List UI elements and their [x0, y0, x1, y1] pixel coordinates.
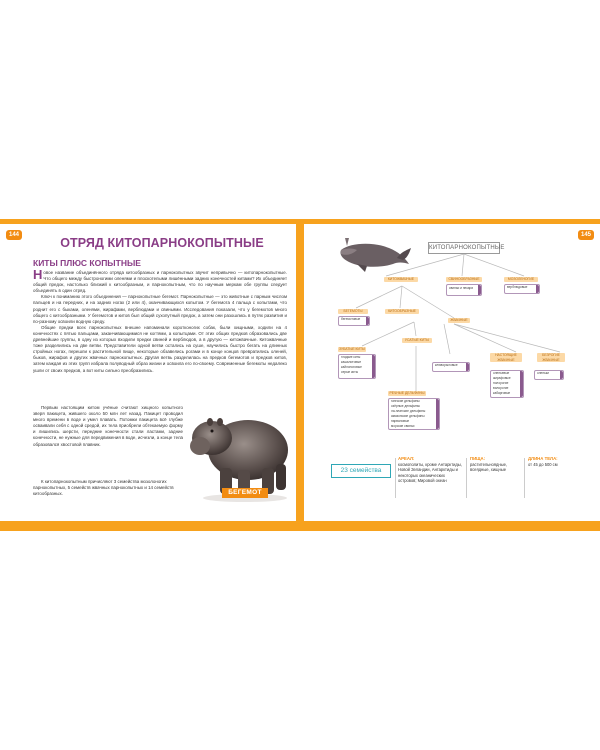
box-begemoty: [338, 316, 370, 326]
list-item: гангские дельфины: [391, 399, 420, 403]
box-zubatye-kity: [338, 354, 376, 379]
box-accent: [436, 399, 439, 429]
node-kitozhvachnye: КИТОЖВАЧНЫЕ: [384, 277, 418, 282]
node-kitoobraznye: КИТООБРАЗНЫЕ: [385, 309, 419, 314]
box-accent: [478, 285, 481, 295]
paragraph-4: Первым настоящим китом учёные считают хищного копытного зверя пакицета, жившего около 50 млн лет назад. Пакицет проводил много времени в воде и умел плавать. Потомки пакицета всё глубже осваивали себя с одной средой, их тела приобрели обтекаемую форму и лишились шерсти, передние конечности стали ластами, задние конечности, не нужные для передвижения в воде, исчезли, а конце тела образовался хвостовой плавник.: [33, 405, 183, 447]
length-text: от 45 до 500 см: [528, 461, 558, 467]
list-item: морские свиньи: [391, 424, 415, 428]
hippo-caption: БЕГЕМОТ: [222, 488, 268, 498]
paragraph-3: Общие предки всех парнокопытных внешне напоминали коротконогих собак, были хищными, ходили на 4 конечностях с пятью пальцами, заканчивающимися не когтями, а копытцами. От этих общих предков образовались две древнейшие группы, в одну из которых входили предки свиней и верблюдов, а в другую — китожвачные. Китожвачные тоже разделились на две ветви. Представители одной ветви остались на суше, научились быстро бегать на длинных стройных ногах, перешли к растительной пище, некоторые обзавелись рогами и в конце концов превратились оленей, быков, жирафов и других жвачных парнокопытных. Другая ветвь разделилась на предков бегемотов и предков китов, затем каждая из этих групп избрала полуводный образ жизни и освоила его по-своему. Современные бегемоты недалеко ушли от своих предков, а вот киты сильно преобразились.: [33, 324, 287, 373]
food-info: [470, 456, 522, 473]
node-zubatye-kity: ЗУБАТЫЕ КИТЫ: [338, 347, 366, 351]
box-bezrogie-zhvachnye: [534, 370, 564, 380]
diagram-root: КИТОПАРНОКОПЫТНЫЕ: [428, 242, 500, 254]
list-item: амазонские дельфины: [391, 414, 425, 418]
list-item: клюворыловые: [435, 363, 458, 367]
list-item: бегемотовые: [341, 317, 361, 321]
list-item: полорогие: [493, 381, 509, 385]
list-item: вилорогие: [493, 386, 509, 390]
length-label: ДЛИНА ТЕЛА:: [528, 456, 558, 461]
box-svinoobraznye: [446, 284, 482, 296]
box-accent: [520, 371, 523, 397]
paragraph-2: Ключ к пониманию этого объединения — парнокопытные бегемот. Парнокопытные — это животные с парным числом пальцев и на передних, и на задних ногах (2 или 4), оканчивающихся копытом. У бегемота 4 пальца с копытами, что роднит его с быками, оленями, жирафами, верблюдами и свиньями. Исследования показали, что у бегемотов много общего с китообразными. У бегемотов и китов был общий сухопутный предок, а затем они разошлись в путях развития и по-разному освоили водную среду.: [33, 294, 287, 324]
box-accent: [466, 363, 469, 371]
box-accent: [560, 371, 563, 379]
article-body-narrow: [33, 405, 183, 448]
divider: [395, 458, 396, 498]
list-item: гладкие киты: [341, 355, 361, 359]
paragraph-1: овое название объединённого отряда китообразных и парнокопытных звучит непривычно — китопарнокопытные. Что общего между быстроногими оленями и плоскотелыми лишёнными задних конечностей китами? Их объединяет общий предок, настолько близкий к китообразным, и парнокопытным, что по научным меркам обе группы следует объединять в один отряд.: [33, 270, 287, 294]
box-usatye-kity: [432, 362, 470, 372]
list-item: озёрные дельфины: [391, 404, 420, 408]
list-item: ла-платские дельфины: [391, 409, 426, 413]
food-label: ПИЩА:: [470, 456, 486, 461]
list-item: оленьки: [537, 371, 549, 375]
area-label: АРЕАЛ:: [398, 456, 415, 461]
node-zhvachnye: ЖВАЧНЫЕ: [448, 318, 470, 323]
section-subtitle: КИТЫ ПЛЮС КОПЫТНЫЕ: [33, 258, 141, 268]
area-info: [398, 456, 464, 484]
box-mozolenogie: [504, 284, 540, 294]
list-item: верблюдовые: [507, 285, 528, 289]
node-mozolenogie: МОЗОЛЕНОГИЕ: [504, 277, 538, 282]
box-rechnye-delfiny: [388, 398, 440, 430]
node-usatye-kity: УСАТЫЕ КИТЫ: [402, 338, 432, 343]
article-body: [33, 267, 287, 374]
page-title: ОТРЯД КИТОПАРНОКОПЫТНЫЕ: [60, 236, 264, 250]
node-svinoobraznye: СВИНООБРАЗНЫЕ: [446, 277, 482, 282]
node-nastoyashchie-zhvachnye: НАСТОЯЩИЕ ЖВАЧНЫЕ: [490, 353, 522, 362]
list-item: кашалотовые: [341, 360, 362, 364]
families-count: 23 семейства: [331, 464, 391, 478]
paragraph-5: К китопарнокопытным причисляют 3 семейства мозолоногих парнокопытных, 5 семейств жвачных парнокопытных и 14 семейств китообразных.: [33, 479, 174, 497]
divider: [524, 458, 525, 498]
node-bezrogie-zhvachnye: БЕЗРОГИЕ ЖВАЧНЫЕ: [537, 353, 565, 362]
list-item: оленьевые: [493, 371, 510, 375]
node-rechnye-delfiny: РЕЧНЫЕ ДЕЛЬФИНЫ: [389, 391, 425, 395]
list-item: кабарговые: [493, 391, 511, 395]
phylogeny-tree-lines: [304, 224, 600, 454]
area-text: космополиты, кроме Антарктиды, Новой Зеландии, Антарктиды и некоторых океанических островов; Мировой океан: [398, 461, 462, 483]
list-item: жирафовые: [493, 376, 511, 380]
node-begemoty: БЕГЕМОТЫ: [338, 309, 368, 314]
box-accent: [372, 355, 375, 378]
divider: [466, 458, 467, 498]
list-item: нарваловые: [391, 419, 410, 423]
drop-cap: Н: [33, 267, 43, 282]
food-text: растительноядные, всеядные, хищные: [470, 461, 508, 472]
closing-paragraph: [33, 479, 183, 497]
box-nastoyashchie-zhvachnye: [490, 370, 524, 398]
page-number-left: 144: [6, 230, 22, 240]
box-accent: [536, 285, 539, 293]
length-info: [528, 456, 574, 467]
page-number-right: 145: [578, 230, 594, 240]
list-item: серые киты: [341, 370, 359, 374]
box-accent: [366, 317, 369, 325]
list-item: свиньи и пекари: [449, 286, 474, 290]
list-item: кайлоноговые: [341, 365, 362, 369]
bottom-orange-strip: [0, 522, 600, 531]
